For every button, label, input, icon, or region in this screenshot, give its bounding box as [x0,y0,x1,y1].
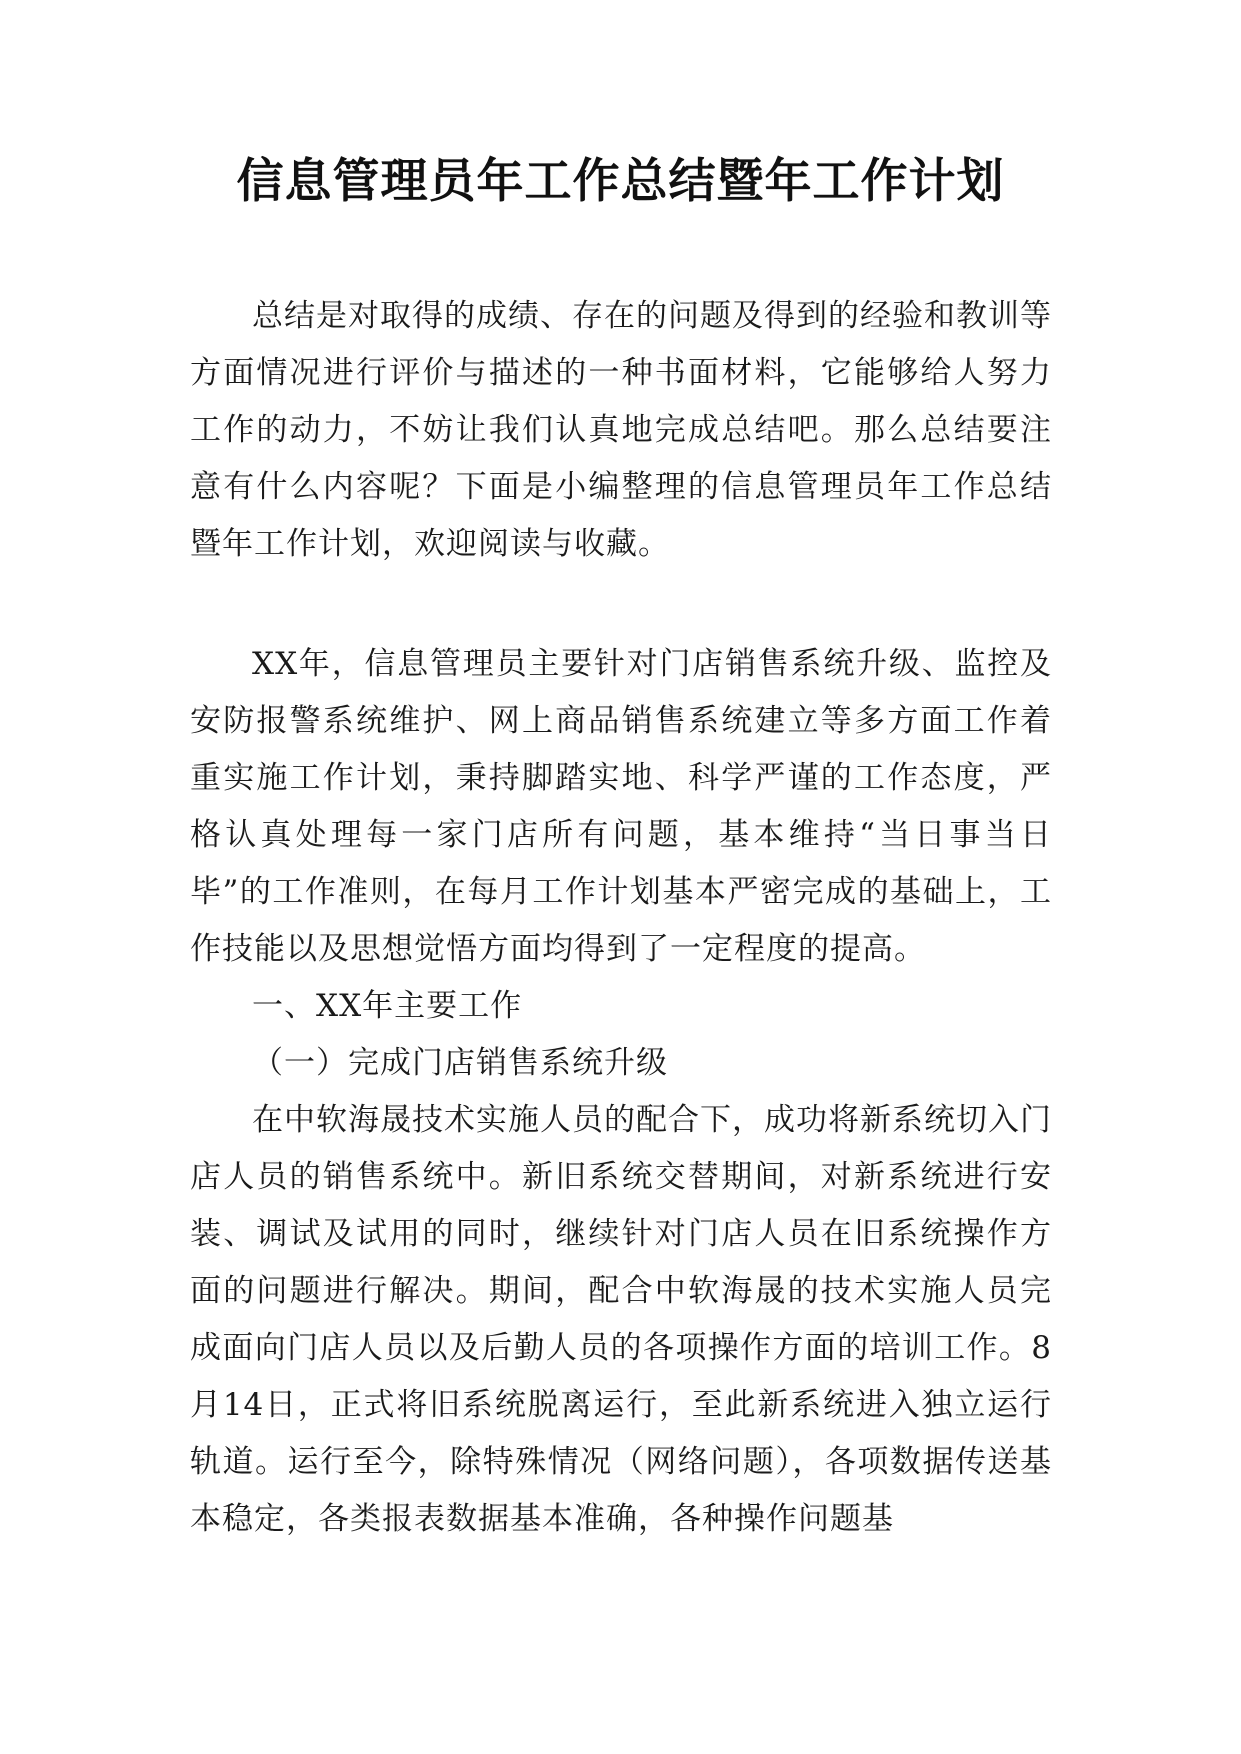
intro-paragraph: 总结是对取得的成绩、存在的问题及得到的经验和教训等方面情况进行评价与描述的一种书面材料，它能够给人努力工作的动力，不妨让我们认真地完成总结吧。那么总结要注意有什么内容呢？下面是小编整理的信息管理员年工作总结暨年工作计划，欢迎阅读与收藏。 [190,298,1052,562]
body-paragraph-system-upgrade: 在中软海晟技术实施人员的配合下，成功将新系统切入门店人员的销售系统中。新旧系统交替期间，对新系统进行安装、调试及试用的同时，继续针对门店人员在旧系统操作方面的问题进行解决。期间，配合中软海晟的技术实施人员完成面向门店人员以及后勤人员的各项操作方面的培训工作。8月14日，正式将旧系统脱离运行，至此新系统进入独立运行轨道。运行至今，除特殊情况（网络问题），各项数据传送基本稳定，各类报表数据基本准确，各种操作问题基 [190,1102,1052,1537]
subsection-heading-system-upgrade: （一）完成门店销售系统升级 [252,1045,668,1081]
main-section [190,636,1052,1548]
section-heading-main-work: 一、XX年主要工作 [252,988,523,1024]
page-title: 信息管理员年工作总结暨年工作计划 [236,154,1005,209]
body-paragraph-summary: XX年，信息管理员主要针对门店销售系统升级、监控及安防报警系统维护、网上商品销售系统建立等多方面工作着重实施工作计划，秉持脚踏实地、科学严谨的工作态度，严格认真处理每一家门店所有问题，基本维持“当日事当日毕”的工作准则，在每月工作计划基本严密完成的基础上，工作技能以及思想觉悟方面均得到了一定程度的提高。 [190,646,1052,967]
intro-section [190,288,1052,573]
